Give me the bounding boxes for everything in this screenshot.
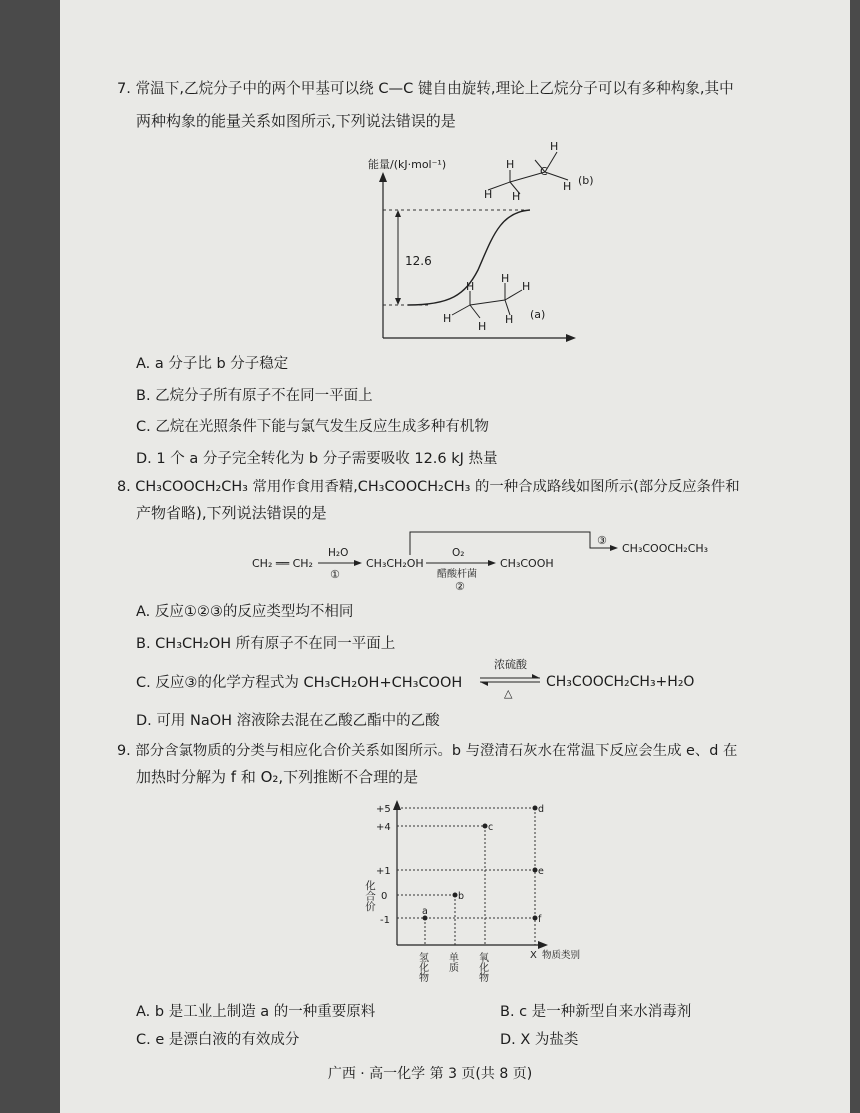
q8-option-c[interactable]: C. 反应③的化学方程式为 CH₃CH₂OH+CH₃COOH: [136, 675, 463, 691]
svg-text:△: △: [504, 687, 513, 700]
q8-stem-line2: 产物省略),下列说法错误的是: [136, 504, 327, 522]
svg-text:①: ①: [330, 568, 340, 581]
q7-stem-line1: 7. 常温下,乙烷分子中的两个甲基可以绕 C—C 键自由旋转,理论上乙烷分子可以有多种构象,其中: [117, 80, 734, 97]
q9-stem-line2: 加热时分解为 f 和 O₂,下列推断不合理的是: [136, 768, 419, 786]
x-cat-hydride: 氢化物: [416, 952, 428, 982]
route-ethylene: CH₂ ══ CH₂: [252, 557, 313, 570]
svg-text:H: H: [550, 140, 559, 153]
svg-text:H: H: [506, 158, 515, 171]
svg-text:③: ③: [597, 534, 607, 547]
svg-text:H: H: [484, 188, 493, 201]
svg-text:H: H: [443, 312, 452, 325]
q7-energy-gap-label: 12.6: [405, 254, 432, 268]
point-a: a: [422, 906, 428, 917]
q9-option-a[interactable]: A. b 是工业上制造 a 的一种重要原料: [136, 1004, 376, 1020]
q9-option-d[interactable]: D. X 为盐类: [500, 1032, 579, 1048]
svg-text:+5: +5: [376, 804, 391, 815]
svg-text:0: 0: [381, 891, 388, 902]
q7-label-a: (a): [530, 308, 546, 321]
q8-stem-line1: 8. CH₃COOCH₂CH₃ 常用作食用香精,CH₃COOCH₂CH₃ 的一种合成路线如图所示(部分反应条件和: [117, 479, 740, 495]
q8-option-a[interactable]: A. 反应①②③的反应类型均不相同: [136, 604, 354, 620]
x-cat-element: 单质: [446, 952, 458, 972]
svg-text:H: H: [478, 320, 487, 333]
route-ethyl-acetate: CH₃COOCH₂CH₃: [622, 542, 709, 555]
q7-option-b[interactable]: B. 乙烷分子所有原子不在同一平面上: [136, 388, 373, 404]
svg-text:H: H: [522, 280, 531, 293]
q7-y-axis-label: 能量/(kJ·mol⁻¹): [368, 158, 447, 171]
q8-option-b[interactable]: B. CH₃CH₂OH 所有原子不在同一平面上: [136, 636, 396, 652]
svg-text:醋酸杆菌: 醋酸杆菌: [437, 569, 477, 580]
q8-equation-products: CH₃COOCH₂CH₃+H₂O: [546, 674, 695, 690]
point-e: e: [538, 866, 544, 877]
q7-option-a[interactable]: A. a 分子比 b 分子稳定: [136, 356, 289, 372]
x-cat-oxide: 氧化物: [476, 952, 488, 982]
svg-text:H: H: [563, 180, 572, 193]
route-acetic-acid: CH₃COOH: [500, 557, 554, 570]
point-f: f: [538, 914, 542, 925]
svg-text:②: ②: [455, 580, 465, 593]
q7-option-c[interactable]: C. 乙烷在光照条件下能与氯气发生反应生成多种有机物: [136, 419, 489, 435]
page-footer: 广西 · 高一化学 第 3 页(共 8 页): [327, 1066, 533, 1082]
svg-text:+4: +4: [376, 822, 391, 833]
q9-x-axis-label: 物质类别: [542, 950, 581, 961]
svg-text:O₂: O₂: [452, 547, 465, 559]
point-b: b: [458, 891, 465, 902]
svg-text:H₂O: H₂O: [328, 547, 349, 559]
point-c: c: [488, 822, 494, 833]
svg-text:H: H: [466, 280, 475, 293]
svg-text:-1: -1: [380, 915, 390, 926]
x-cat-x: X: [530, 950, 537, 961]
q7-option-d[interactable]: D. 1 个 a 分子完全转化为 b 分子需要吸收 12.6 kJ 热量: [136, 451, 498, 467]
q9-option-c[interactable]: C. e 是漂白液的有效成分: [136, 1032, 300, 1048]
q9-option-b[interactable]: B. c 是一种新型自来水消毒剂: [500, 1004, 692, 1020]
q8-option-d[interactable]: D. 可用 NaOH 溶液除去混在乙酸乙酯中的乙酸: [136, 713, 440, 729]
point-d: d: [538, 804, 545, 815]
svg-text:+1: +1: [376, 866, 391, 877]
q9-stem-line1: 9. 部分含氯物质的分类与相应化合价关系如图所示。b 与澄清石灰水在常温下反应会生成 e、d 在: [117, 743, 738, 759]
q9-y-axis-label: 化合价: [364, 880, 376, 912]
q7-label-b: (b): [578, 174, 594, 187]
svg-text:C: C: [540, 165, 548, 178]
svg-text:H: H: [501, 272, 510, 285]
svg-text:H: H: [505, 313, 514, 326]
q7-stem-line2: 两种构象的能量关系如图所示,下列说法错误的是: [136, 112, 456, 130]
svg-text:H: H: [512, 190, 521, 203]
svg-text:浓硫酸: 浓硫酸: [494, 658, 527, 671]
route-ethanol: CH₃CH₂OH: [366, 557, 424, 570]
